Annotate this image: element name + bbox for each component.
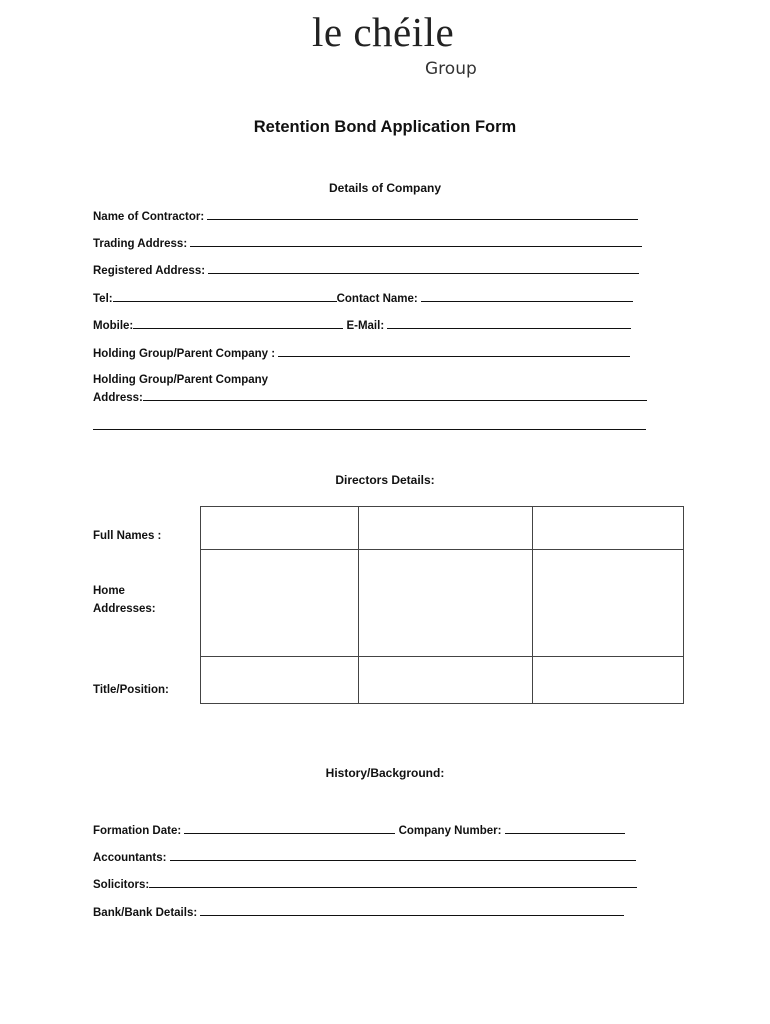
tel-field[interactable]	[113, 290, 337, 302]
bank-details-label: Bank/Bank Details:	[93, 907, 198, 919]
company-logo: le chéile	[312, 9, 455, 55]
solicitors-field[interactable]	[149, 876, 637, 888]
registered-address-row	[93, 262, 639, 279]
email-field[interactable]	[387, 317, 631, 329]
full-names-row	[201, 507, 684, 550]
holding-group-address-field[interactable]	[143, 389, 647, 401]
holding-group-field[interactable]	[278, 345, 630, 357]
trading-address-row	[93, 235, 642, 252]
accountants-field[interactable]	[170, 849, 636, 861]
company-number-label: Company Number:	[398, 825, 502, 837]
holding-group-row	[93, 345, 630, 362]
registered-address-label: Registered Address:	[93, 265, 206, 277]
contact-name-label: Contact Name:	[336, 293, 418, 305]
company-details-heading: Details of Company	[328, 181, 442, 195]
tel-label: Tel:	[93, 293, 113, 305]
home-addresses-label: Home Addresses:	[93, 585, 156, 615]
director-3-title-cell[interactable]	[533, 657, 684, 704]
mobile-field[interactable]	[133, 317, 343, 329]
email-label: E-Mail:	[346, 320, 385, 332]
director-2-address-cell[interactable]	[359, 550, 533, 657]
contractor-name-label: Name of Contractor:	[93, 211, 205, 223]
mobile-label: Mobile:	[93, 320, 134, 332]
director-2-title-cell[interactable]	[359, 657, 533, 704]
bank-details-row	[93, 904, 624, 921]
formation-date-label: Formation Date:	[93, 825, 182, 837]
registered-address-field[interactable]	[208, 262, 639, 274]
formation-company-row	[93, 822, 625, 839]
directors-table	[200, 506, 684, 704]
contractor-name-field[interactable]	[207, 208, 638, 220]
contact-name-field[interactable]	[421, 290, 633, 302]
full-names-label: Full Names :	[93, 530, 162, 542]
director-1-address-cell[interactable]	[201, 550, 359, 657]
tel-contact-row	[93, 290, 633, 307]
mobile-email-row	[93, 317, 631, 334]
accountants-label: Accountants:	[93, 852, 167, 864]
director-1-title-cell[interactable]	[201, 657, 359, 704]
trading-address-label: Trading Address:	[93, 238, 188, 250]
company-number-field[interactable]	[505, 822, 625, 834]
director-3-address-cell[interactable]	[533, 550, 684, 657]
accountants-row	[93, 849, 636, 866]
holding-group-address-label-line1: Holding Group/Parent Company	[93, 374, 269, 386]
holding-group-label: Holding Group/Parent Company :	[93, 348, 276, 360]
directors-details-heading: Directors Details:	[335, 473, 435, 487]
contractor-name-row	[93, 208, 638, 225]
holding-group-address-extra-row	[93, 418, 646, 435]
form-title: Retention Bond Application Form	[253, 118, 517, 136]
title-position-row	[201, 657, 684, 704]
title-position-label: Title/Position:	[93, 684, 169, 696]
home-addresses-row	[201, 550, 684, 657]
history-background-heading: History/Background:	[325, 766, 445, 780]
holding-group-address-row	[93, 389, 647, 406]
solicitors-row	[93, 876, 637, 893]
company-logo-subtitle: Group	[425, 59, 477, 79]
formation-date-field[interactable]	[184, 822, 395, 834]
solicitors-label: Solicitors:	[93, 879, 150, 891]
director-2-full-name-cell[interactable]	[359, 507, 533, 550]
holding-group-address-field-2[interactable]	[93, 418, 646, 430]
director-3-full-name-cell[interactable]	[533, 507, 684, 550]
holding-group-address-label: Address:	[93, 392, 143, 404]
director-1-full-name-cell[interactable]	[201, 507, 359, 550]
trading-address-field[interactable]	[190, 235, 642, 247]
bank-details-field[interactable]	[200, 904, 624, 916]
